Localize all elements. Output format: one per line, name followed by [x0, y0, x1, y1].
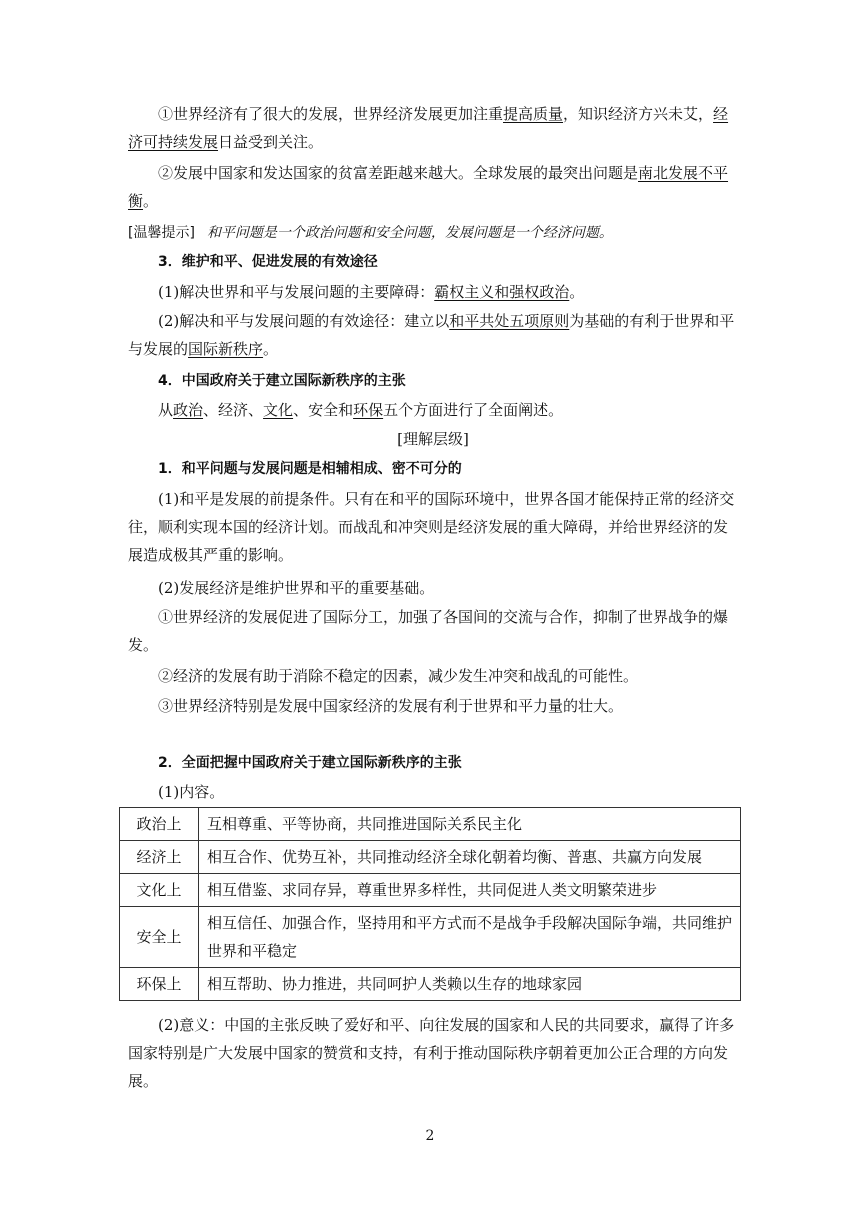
underlined-term: 经济可持续发展	[128, 105, 729, 151]
table-value-cell: 相互借鉴、求同存异，尊重世界多样性，共同促进人类文明繁荣进步	[199, 874, 741, 907]
table-key-cell: 文化上	[120, 874, 199, 907]
underlined-term: 霸权主义和强权政治	[434, 283, 570, 301]
table-value-cell: 相互帮助、协力推进，共同呵护人类赖以生存的地球家园	[199, 968, 741, 1001]
table-value-cell: 互相尊重、平等协商，共同推进国际关系民主化	[199, 808, 741, 841]
paragraph-4: 从政治、经济、文化、安全和环保五个方面进行了全面阐述。	[158, 401, 564, 419]
table-key-cell: 政治上	[120, 808, 199, 841]
paragraph-3-1: (1)解决世界和平与发展问题的主要障碍：霸权主义和强权政治。	[158, 283, 585, 301]
table-row	[120, 841, 741, 874]
heading-4: 4．中国政府关于建立国际新秩序的主张	[158, 373, 406, 389]
significance-paragraph: (2)意义：中国的主张反映了爱好和平、向往发展的国家和人民的共同要求，赢得了许多国家特别是广大发展中国家的赞赏和支持，有利于推动国际秩序朝着更加公正合理的方向发展。	[128, 1016, 735, 1090]
underlined-term: 和平共处五项原则	[449, 312, 570, 330]
tip-label: [温馨提示]	[128, 225, 195, 241]
proposal-table	[119, 807, 741, 1001]
heading-3: 3．维护和平、促进发展的有效途径	[158, 254, 378, 270]
table-row	[120, 907, 741, 968]
level-label: [理解层级]	[397, 430, 469, 448]
table-row	[120, 808, 741, 841]
understanding-heading-1: 1．和平问题与发展问题是相辅相成、密不可分的	[158, 461, 462, 477]
tip-text: 和平问题是一个政治问题和安全问题，发展问题是一个经济问题。	[206, 225, 613, 241]
underlined-term: 政治	[173, 401, 204, 419]
page-number: 2	[425, 1128, 435, 1144]
table-row	[120, 874, 741, 907]
paragraph-3-2: (2)解决和平与发展问题的有效途径：建立以和平共处五项原则为基础的有利于世界和平与发展的国际新秩序。	[128, 312, 735, 358]
tip-box	[128, 219, 738, 247]
understanding-paragraph-4: ②经济的发展有助于消除不稳定的因素，减少发生冲突和战乱的可能性。	[158, 667, 639, 685]
understanding-heading-2: 2．全面把握中国政府关于建立国际新秩序的主张	[158, 755, 462, 771]
understanding-paragraph-1: (1)和平是发展的前提条件。只有在和平的国际环境中，世界各国才能保持正常的经济交往，顺利实现本国的经济计划。而战乱和冲突则是经济发展的重大障碍，并给世界经济的发展造成极其严重的影响。	[128, 490, 735, 564]
table-row	[120, 968, 741, 1001]
economy-item-2: ②发展中国家和发达国家的贫富差距越来越大。全球发展的最突出问题是南北发展不平衡。	[128, 164, 729, 210]
content-label: (1)内容。	[158, 783, 225, 801]
table-value-cell: 相互信任、加强合作，坚持用和平方式而不是战争手段解决国际争端，共同维护世界和平稳定	[199, 907, 741, 968]
table-key-cell: 环保上	[120, 968, 199, 1001]
economy-item-1: ①世界经济有了很大的发展，世界经济发展更加注重提高质量，知识经济方兴未艾，经济可持续发展日益受到关注。	[128, 105, 729, 151]
underlined-term: 国际新秩序	[188, 340, 264, 358]
underlined-term: 提高质量	[503, 105, 564, 123]
understanding-paragraph-3: ①世界经济的发展促进了国际分工，加强了各国间的交流与合作，抑制了世界战争的爆发。	[128, 608, 729, 654]
underlined-term: 环保	[353, 401, 384, 419]
table-key-cell: 安全上	[120, 907, 199, 968]
understanding-paragraph-5: ③世界经济特别是发展中国家经济的发展有利于世界和平力量的壮大。	[158, 697, 624, 715]
table-value-cell: 相互合作、优势互补，共同推动经济全球化朝着均衡、普惠、共赢方向发展	[199, 841, 741, 874]
understanding-paragraph-2: (2)发展经济是维护世界和平的重要基础。	[158, 579, 435, 597]
underlined-term: 南北发展不平衡	[128, 164, 729, 210]
underlined-term: 文化	[263, 401, 294, 419]
table-key-cell: 经济上	[120, 841, 199, 874]
